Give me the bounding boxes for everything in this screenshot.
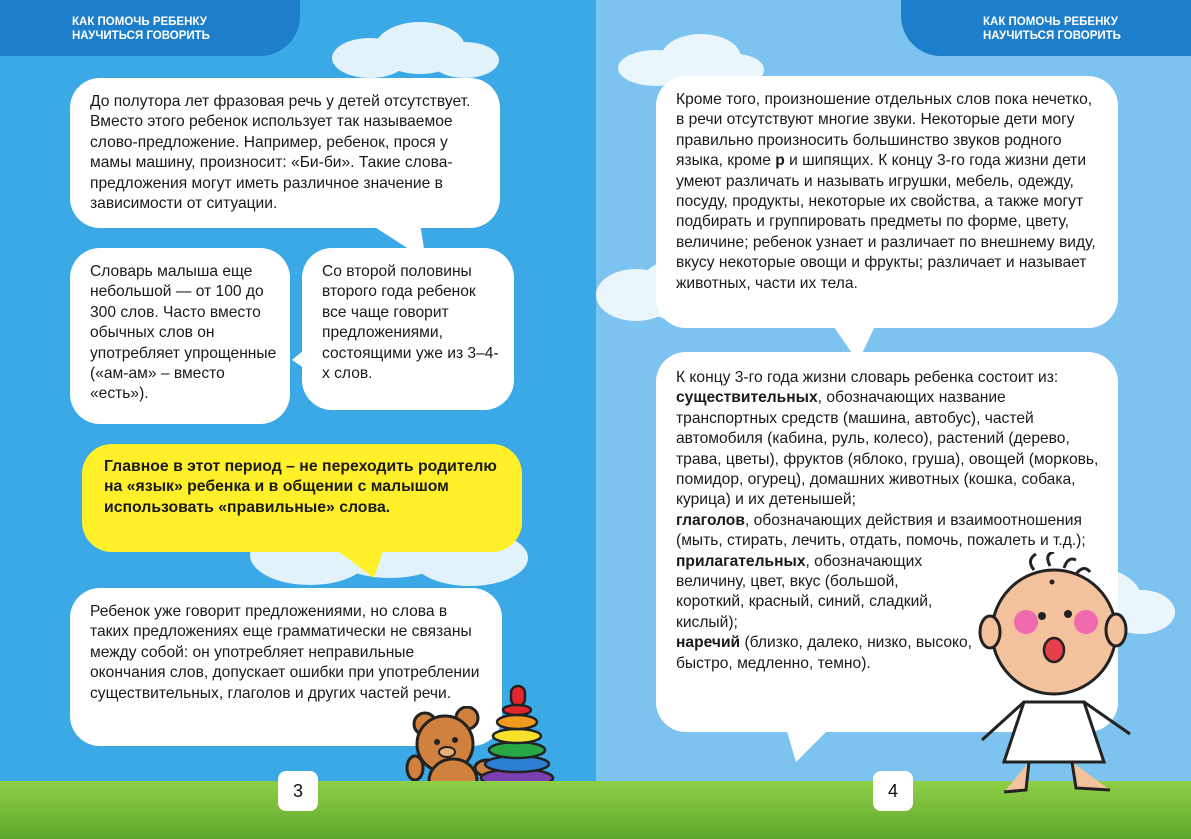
adverbs-text: (близко, далеко, низко, высоко, быстро, медленно, темно). xyxy=(676,634,973,672)
header-tab xyxy=(0,0,300,56)
header-line2: НАУЧИТЬСЯ ГОВОРИТЬ xyxy=(983,30,1121,42)
header-line1: КАК ПОМОЧЬ РЕБЕНКУ xyxy=(72,16,207,28)
bubble-text: До полутора лет фразовая речь у детей отсутствует. Вместо этого ребенок использует так называемое слово-предложение. Например, ребенок, прося у мамы машину, произносит: «Би-би». Такие слова-предложения могут иметь различное значение в зависимости от ситуации. xyxy=(90,93,471,213)
bubble-text: Кроме того, произношение отдельных слов пока нечетко, в речи отсутствуют многие звуки. Некоторые дети могу правильно произносить большинство звуков родного языка, кроме xyxy=(676,91,1093,170)
verbs-label: глаголов xyxy=(676,511,745,529)
adverbs-label: наречий xyxy=(676,634,741,652)
adjectives-label: прилагательных xyxy=(676,552,806,570)
bubble-text: Ребенок уже говорит предложениями, но слова в таких предложениях еще грамматически не связаны между собой: он употребляет неправильные окончания слов, допускает ошибки при употреблении существительных, глаголов и других частей речи. xyxy=(90,603,480,702)
page-number: 4 xyxy=(873,771,913,811)
bubble-text: Главное в этот период – не переходить родителю на «язык» ребенка и в общении с малышом использовать «правильные» слова. xyxy=(104,458,497,516)
bold-letter: р xyxy=(775,152,785,170)
bubble-text: Со второй половины второго года ребенок все чаще говорит предложениями, состоящими уже из 3–4-х слов. xyxy=(322,263,499,383)
adjectives-paragraph xyxy=(676,552,964,634)
speech-bubble-5 xyxy=(656,76,1118,328)
verbs-paragraph xyxy=(676,511,1104,552)
cloud-decoration xyxy=(330,20,500,80)
nouns-paragraph xyxy=(676,388,1104,510)
header-line1: КАК ПОМОЧЬ РЕБЕНКУ xyxy=(983,16,1118,28)
speech-bubble-3 xyxy=(302,248,514,410)
adjectives-text: , обозначающих величину, цвет, вкус (большой, короткий, красный, синий, сладкий, кислый); xyxy=(676,552,933,631)
bubble-text: и шипящих. К концу 3-го года жизни дети умеют различать и называть игрушки, мебель, одежду, посуду, продукты, некоторые их свойства, а также могут подбирать и группировать предметы по форме, цвету, величине; ребенок узнает и различает по внешнему виду, вкусу некоторые овощи и фрукты; различает и называет животных, части их тела. xyxy=(676,152,1096,292)
nouns-text: , обозначающих название транспортных средств (машина, автобус), частей автомобиля (кабина, руль, колесо), растений (дерево, трава, цветы), фруктов (яблоко, груша), овощей (морковь, помидор, огурец), домашних животных (кошка, собака, курица) и их детенышей; xyxy=(676,389,1099,509)
bubble-intro: К концу 3-го года жизни словарь ребенка состоит из: xyxy=(676,369,1059,386)
right-page xyxy=(596,0,1191,839)
speech-bubble-2 xyxy=(70,248,290,424)
page-number: 3 xyxy=(278,771,318,811)
header-line2: НАУЧИТЬСЯ ГОВОРИТЬ xyxy=(72,30,210,42)
verbs-text: , обозначающих действия и взаимоотношения (мыть, стирать, лечить, отдать, помочь, пожалеть и т.д.); xyxy=(676,511,1086,550)
header-tab xyxy=(901,0,1191,56)
speech-bubble-1 xyxy=(70,78,500,228)
nouns-label: существительных xyxy=(676,389,818,407)
highlight-bubble xyxy=(82,444,522,552)
adverbs-paragraph xyxy=(676,633,976,674)
baby-icon xyxy=(964,552,1154,802)
bubble-text: Словарь малыша еще небольшой — от 100 до 300 слов. Часто вместо обычных слов он употребляет упрощенные («ам-ам» – вместо «есть»). xyxy=(90,263,277,403)
